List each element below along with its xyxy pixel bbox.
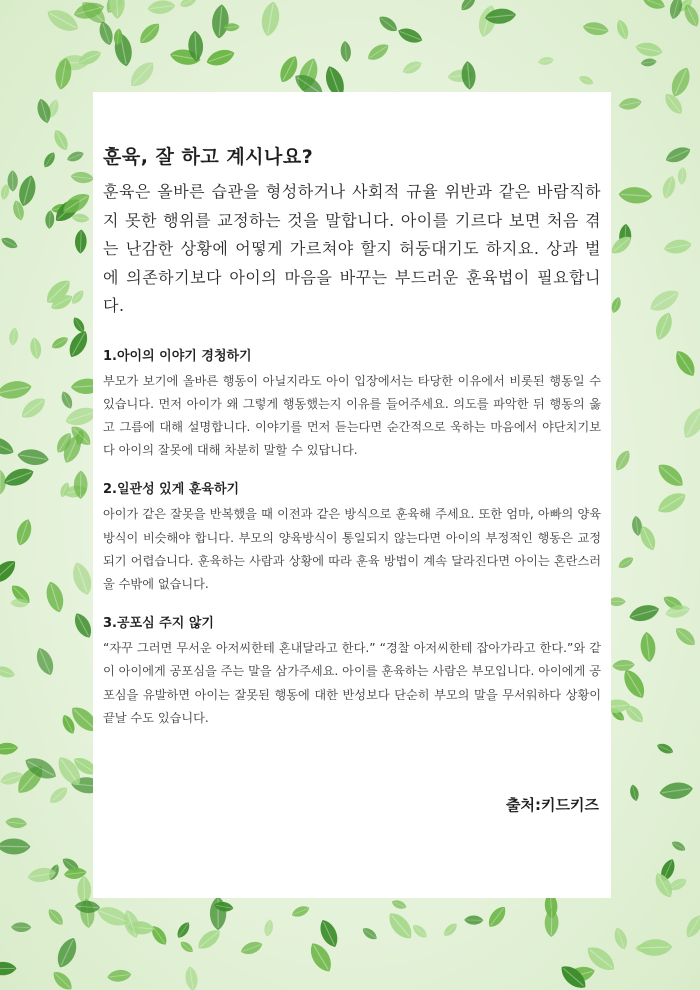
intro-paragraph: 훈육은 올바른 습관을 형성하거나 사회적 규율 위반과 같은 바람직하지 못한 행위를 교정하는 것을 말합니다. 아이를 기르다 보면 처음 겪는 난감한 상황에 어떻게 가르쳐야 할지 허둥대기도 하지요. 상과 벌에 의존하기보다 아이의 마음을 바꾸는 부드러운 훈육법이 필요합니다. xyxy=(103,182,601,315)
section-body: “자꾸 그러면 무서운 아저씨한테 혼내달라고 한다.” “경찰 아저씨한테 잡아가라고 한다.”와 같이 아이에게 공포심을 주는 말을 삼가주세요. 아이를 훈육하는 사람은 부모입니다. 아이에게 공포심을 유발하면 아이는 잘못된 행동에 대한 반성보다 단순히 부모의 말을 무서워하다 상황이 끝날 수도 있습니다. xyxy=(103,641,601,725)
section-no-fear xyxy=(103,614,601,730)
section-body: 아이가 같은 잘못을 반복했을 때 이전과 같은 방식으로 훈육해 주세요. 또한 엄마, 아빠의 양육방식이 비슷해야 합니다. 부모의 양육방식이 통일되지 않는다면 아이의 부정적인 행동은 교정되기 어렵습니다. 훈육하는 사람과 상황에 따라 훈육 방법이 계속 달라진다면 아이는 혼란스러울 수밖에 없습니다. xyxy=(103,507,601,591)
section-title: 2.일관성 있게 훈육하기 xyxy=(103,482,240,498)
source-credit: 출처:키드키즈 xyxy=(506,796,599,814)
document-card xyxy=(93,92,611,898)
section-body: 부모가 보기에 올바른 행동이 아닐지라도 아이 입장에서는 타당한 이유에서 비롯된 행동일 수 있습니다. 먼저 아이가 왜 그렇게 행동했는지 이유를 들어주세요. 의도를 파악한 뒤 행동의 옳고 그름에 대해 설명합니다. 이야기를 먼저 듣는다면 순간적으로 욱하는 마음에서 야단치기보다 아이의 잘못에 대해 차분히 말할 수 있답니다. xyxy=(103,373,601,458)
section-consistency xyxy=(103,480,601,596)
document-title: 훈육, 잘 하고 계시나요? xyxy=(103,146,314,168)
section-listen xyxy=(103,347,601,463)
section-title: 1.아이의 이야기 경청하기 xyxy=(103,348,252,364)
section-title: 3.공포심 주지 않기 xyxy=(103,616,214,632)
